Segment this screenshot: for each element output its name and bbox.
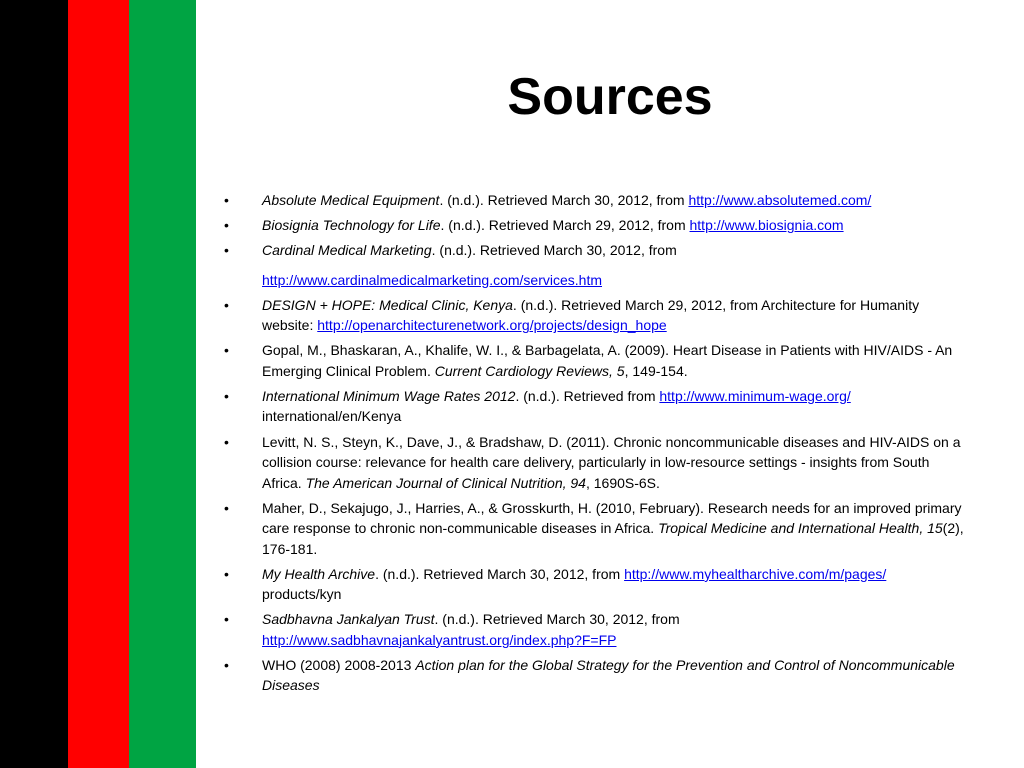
reference-link[interactable]: http://openarchitecturenetwork.org/projects/design_hope [317,317,667,334]
green-stripe [129,0,196,768]
reference-title: Cardinal Medical Marketing [262,242,432,259]
reference-item [224,609,964,650]
reference-text: . (n.d.). Retrieved March 30, 2012, from [375,565,625,582]
reference-text: . (n.d.). Retrieved March 29, 2012, from [440,217,690,234]
reference-link[interactable]: http://www.minimum-wage.org/ [659,387,851,404]
reference-item [224,215,964,236]
reference-text: . (n.d.). Retrieved from [515,387,660,404]
reference-title: Absolute Medical Equipment [262,192,440,208]
reference-item [224,564,964,605]
reference-text: . (n.d.). Retrieved March 30, 2012, from [431,242,677,259]
reference-text-after: , 149-154. [624,362,688,379]
red-stripe [68,0,129,768]
reference-title: Action plan for the Global Strategy for the Prevention and Control of Noncommunicable Diseases [262,656,955,694]
reference-title: Biosignia Technology for Life [262,217,441,234]
reference-link[interactable]: http://www.myhealtharchive.com/m/pages/ [624,565,887,582]
reference-item [224,386,964,427]
reference-item [224,240,964,290]
reference-item [224,655,964,696]
reference-journal: The American Journal of Clinical Nutrition, 94 [305,474,586,491]
reference-item [224,432,964,494]
reference-text: Gopal, M., Bhaskaran, A., Khalife, W. I., & Barbagelata, A. (2009). Heart Disease in Patients with HIV/AIDS - An Emerging Clinical Problem. [262,342,953,379]
reference-title: Sadbhavna Jankalyan Trust [262,611,435,628]
reference-link[interactable]: http://www.sadbhavnajankalyantrust.org/index.php?F=FP [262,631,617,648]
reference-text: . (n.d.). Retrieved March 30, 2012, from [439,192,689,208]
reference-link[interactable]: http://www.cardinalmedicalmarketing.com/services.htm [262,271,603,288]
reference-text: . (n.d.). Retrieved March 29, 2012, from Architecture for Humanity website: [262,296,920,334]
reference-text: Levitt, N. S., Steyn, K., Dave, J., & Bradshaw, D. (2011). Chronic noncommunicable diseases and HIV-AIDS on a collision course: relevance for health care delivery, particularly in low-resource settings - insights from South Africa. [262,433,961,491]
reference-text-after: international/en/Kenya [262,408,402,425]
reference-text-after: , 1690S-6S. [585,474,660,491]
slide-title: Sources [507,68,713,126]
reference-item [224,295,964,336]
reference-title: International Minimum Wage Rates 2012 [262,387,516,404]
reference-item [224,498,964,560]
reference-title: My Health Archive [262,565,376,582]
reference-link[interactable]: http://www.absolutemed.com/ [688,192,872,208]
reference-text: . (n.d.). Retrieved March 30, 2012, from [434,611,680,628]
reference-journal: Tropical Medicine and International Health, 15 [658,520,943,537]
reference-text: WHO (2008) 2008-2013 [262,656,416,673]
reference-list [224,190,964,701]
reference-text: Maher, D., Sekajugo, J., Harries, A., & Grosskurth, H. (2010, February). Research needs for an improved primary care response to chronic non-communicable diseases in Africa. [262,499,962,537]
reference-text-after: (2), 176-181. [262,520,964,557]
reference-text-after: products/kyn [262,586,342,603]
reference-link[interactable]: http://www.biosignia.com [689,217,844,234]
reference-item [224,340,964,381]
reference-journal: Current Cardiology Reviews, 5 [434,362,625,379]
black-stripe [0,0,68,768]
reference-title: DESIGN + HOPE: Medical Clinic, Kenya [262,296,513,313]
reference-item [224,190,964,211]
